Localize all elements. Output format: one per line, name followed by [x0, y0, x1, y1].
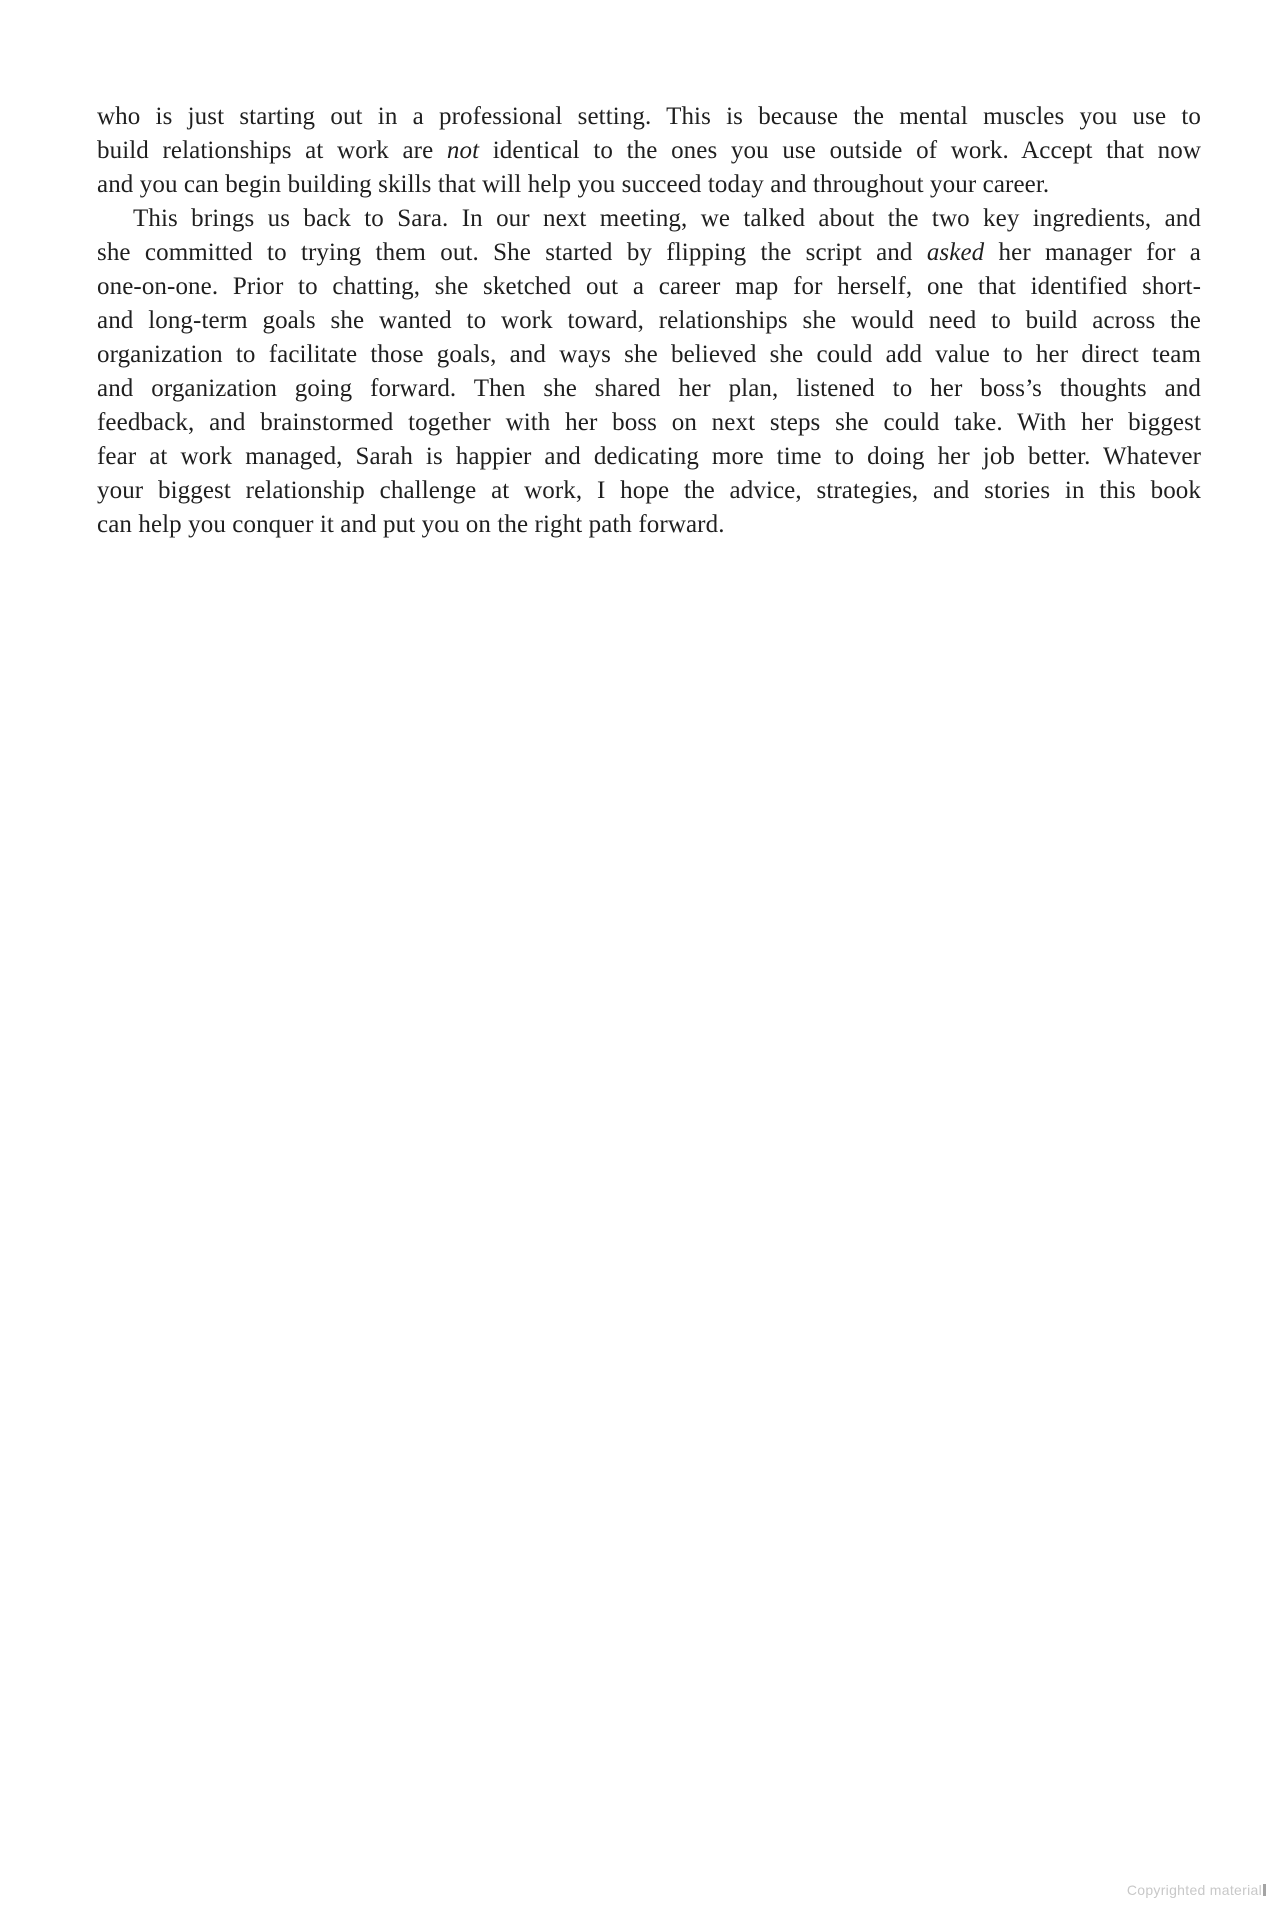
- text-line: [97, 406, 1201, 440]
- line-text: and you can begin building skills that will help you succeed today and throughout your career.: [97, 171, 1050, 198]
- line-text: one-on-one. Prior to chatting, she sketched out a career map for herself, one that identified short-: [97, 273, 1201, 300]
- line-text: fear at work managed, Sarah is happier and dedicating more time to doing her job better. Whatever: [97, 443, 1201, 470]
- line-text: organization to facilitate those goals, and ways she believed she could add value to her direct team: [97, 341, 1201, 368]
- line-text: and long-term goals she wanted to work toward, relationships she would need to build across the: [97, 307, 1201, 334]
- line-text: feedback, and brainstormed together with her boss on next steps she could take. With her biggest: [97, 409, 1201, 436]
- line-text: who is just starting out in a professional setting. This is because the mental muscles you use to: [97, 103, 1201, 130]
- line-text: she committed to trying them out. She started by flipping the script and: [97, 239, 927, 266]
- line-text: and organization going forward. Then she shared her plan, listened to her boss’s thoughts and: [97, 375, 1201, 402]
- text-line: [97, 168, 1201, 202]
- text-line: [97, 134, 1201, 168]
- text-line: [97, 474, 1201, 508]
- text-line: [97, 304, 1201, 338]
- italic-emphasis: asked: [926, 239, 985, 266]
- text-line: [97, 270, 1201, 304]
- body-text-block: [97, 100, 1201, 542]
- italic-emphasis: not: [446, 137, 480, 164]
- line-text: identical to the ones you use outside of work. Accept that now: [479, 137, 1201, 164]
- text-line: [97, 100, 1201, 134]
- copyright-watermark-label: Copyrighted material: [1126, 1882, 1262, 1898]
- text-line: [97, 202, 1201, 236]
- text-line: [97, 338, 1201, 372]
- text-line: [97, 440, 1201, 474]
- text-line: [97, 236, 1201, 270]
- line-text: can help you conquer it and put you on the right path forward.: [97, 511, 725, 538]
- copyright-watermark: [1127, 1882, 1266, 1898]
- text-line: [97, 508, 1201, 542]
- page-edge-tick: [1263, 1884, 1266, 1896]
- text-line: [97, 372, 1201, 406]
- line-text: This brings us back to Sara. In our next meeting, we talked about the two key ingredients, and: [133, 205, 1201, 232]
- line-text: her manager for a: [984, 239, 1202, 266]
- line-text: your biggest relationship challenge at work, I hope the advice, strategies, and stories in this book: [97, 477, 1201, 504]
- line-text: build relationships at work are: [97, 137, 447, 164]
